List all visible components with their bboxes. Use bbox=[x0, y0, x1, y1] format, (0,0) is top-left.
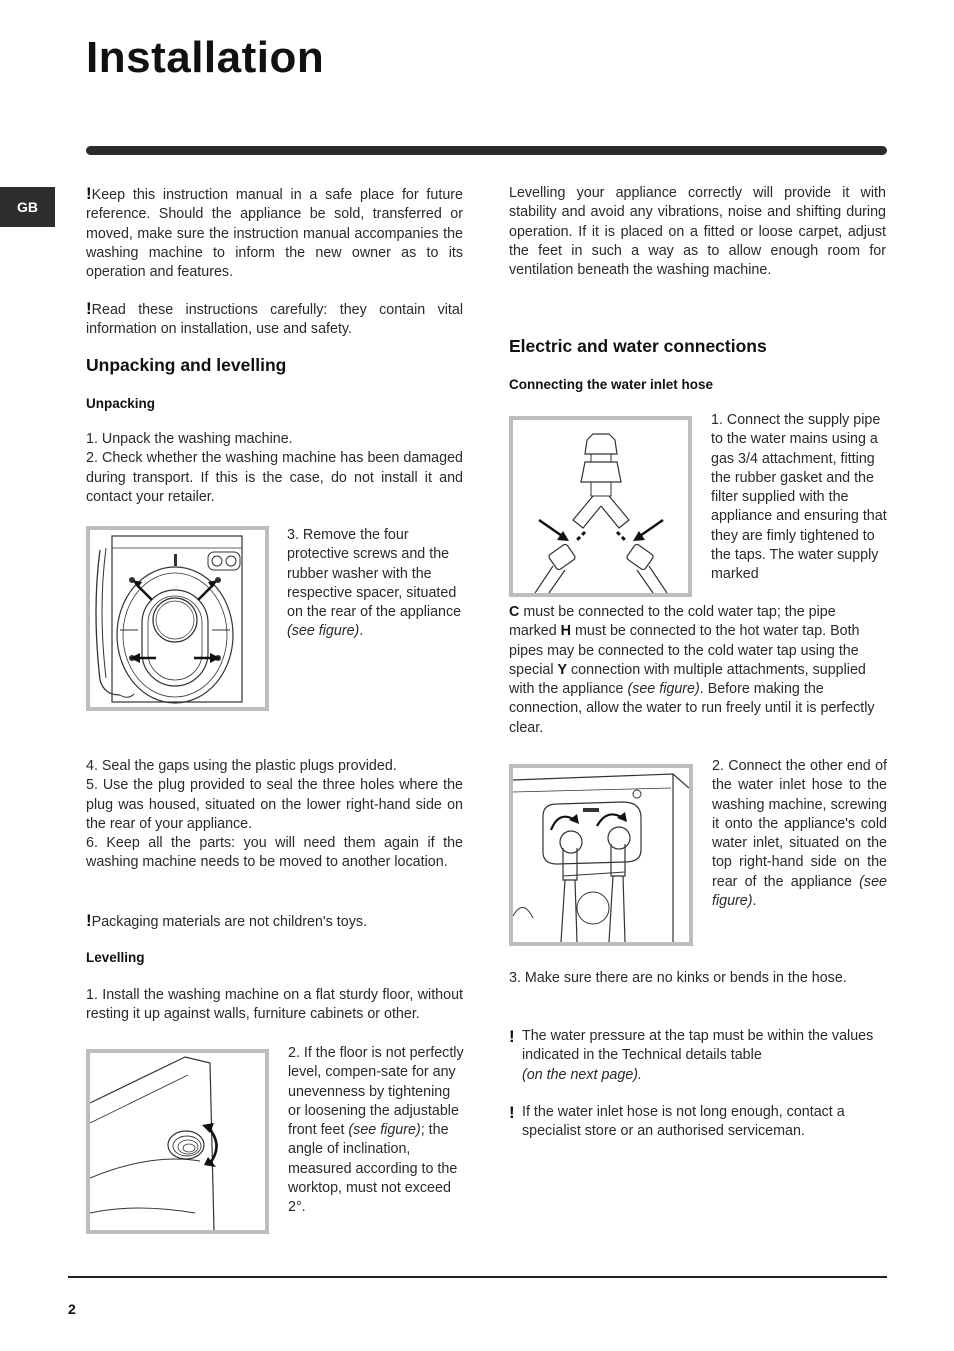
machine-inlet-illustration bbox=[513, 768, 689, 942]
warning-icon: ! bbox=[86, 184, 92, 203]
subheading-water-inlet: Connecting the water inlet hose bbox=[509, 377, 714, 392]
page-title: Installation bbox=[86, 33, 325, 82]
note-text: Keep this instruction manual in a safe place for future reference. Should the appliance be sold, transferred or moved, make sure the instruction manual accompanies the washing machine to inform the new owner as to its operation and features. bbox=[86, 187, 463, 281]
language-tab: GB bbox=[0, 187, 55, 227]
step-5: 5. Use the plug provided to seal the three holes where the plug was housed, situated on the lower right-hand side on the rear of your appliance. bbox=[86, 777, 463, 832]
subheading-unpacking: Unpacking bbox=[86, 396, 156, 411]
adjustable-foot-figure bbox=[86, 1049, 269, 1234]
safety-note bbox=[86, 299, 463, 340]
levelling-explanation: Levelling your appliance correctly will provide it with stability and avoid any vibrations, noise and shifting during operation. If it is placed on a fitted or loose carpet, adjust the feet in such a way as to allow enough room for ventilation beneath the washing machine. bbox=[509, 185, 886, 279]
warning-icon: ! bbox=[86, 911, 92, 930]
see-figure-ref: (see figure) bbox=[348, 1122, 421, 1139]
step-6: 6. Keep all the parts: you will need them again if the washing machine needs to be moved to another location. bbox=[86, 835, 463, 871]
packaging-note: !Packaging materials are not children's toys. bbox=[86, 911, 367, 930]
machine-inlet-figure bbox=[509, 764, 693, 946]
connection-step-1-continued: C must be connected to the cold water tap; the pipe marked H must be connected to the hot water tap. Both pipes may be connected to the cold water tap using the special Y connection with multiple attachments, supplied with the appliance (see figure). Before making the connection, allow the water to run freely until it is perfectly clear. bbox=[509, 604, 875, 736]
warning-icon: ! bbox=[509, 1103, 515, 1122]
intro-note bbox=[86, 184, 463, 282]
footer-rule bbox=[68, 1276, 887, 1278]
cold-water-marker: C bbox=[509, 604, 520, 620]
unpacking-steps-1-2 bbox=[86, 430, 463, 507]
levelling-step-2: 2. If the floor is not perfectly level, compen-sate for any unevenness by tightening or loosening the adjustable front feet (see figure); the angle of inclination, measured according to the worktop, must not exceed 2°. bbox=[288, 1045, 464, 1216]
step-1: 1. Unpack the washing machine. bbox=[86, 431, 293, 447]
hot-water-marker: H bbox=[560, 623, 571, 640]
header-rule bbox=[86, 146, 887, 155]
section-heading-connections: Electric and water connections bbox=[509, 336, 767, 356]
next-page-ref: (on the next page). bbox=[522, 1066, 643, 1083]
connection-step-3: 3. Make sure there are no kinks or bends in the hose. bbox=[509, 970, 847, 986]
step-4: 4. Seal the gaps using the plastic plugs provided. bbox=[86, 758, 397, 774]
connection-step-2: 2. Connect the other end of the water inlet hose to the washing machine, screwing it onto the appliance's cold water inlet, situated on the top right-hand side on the rear of the appliance (see figure). bbox=[712, 758, 887, 910]
rear-screws-figure bbox=[86, 526, 269, 711]
washing-machine-rear-illustration bbox=[90, 530, 265, 707]
see-figure-ref: (see figure) bbox=[287, 623, 360, 640]
pressure-note: ! The water pressure at the tap must be within the values indicated in the Technical details table (on the next page). bbox=[509, 1027, 886, 1085]
see-figure-ref: (see figure) bbox=[712, 873, 887, 910]
y-connector-illustration bbox=[513, 420, 688, 593]
unpacking-steps-4-6 bbox=[86, 757, 463, 873]
unpacking-step-3: 3. Remove the four protective screws and the rubber washer with the respective spacer, situated on the rear of the appliance (see figure). bbox=[287, 527, 462, 640]
hose-length-note: ! If the water inlet hose is not long enough, contact a specialist store or an authorised serviceman. bbox=[509, 1103, 886, 1142]
y-connection-marker: Y bbox=[557, 661, 568, 678]
page-number: 2 bbox=[68, 1301, 76, 1317]
warning-icon: ! bbox=[86, 299, 92, 318]
note-text: Read these instructions carefully: they contain vital information on installation, use and safety. bbox=[86, 302, 463, 338]
adjustable-foot-illustration bbox=[90, 1053, 265, 1230]
y-connector-figure bbox=[509, 416, 692, 597]
subheading-levelling: Levelling bbox=[86, 950, 145, 965]
warning-icon: ! bbox=[509, 1027, 515, 1046]
levelling-step-1: 1. Install the washing machine on a flat sturdy floor, without resting it up against walls, furniture cabinets or other. bbox=[86, 987, 463, 1023]
connection-step-1-side: 1. Connect the supply pipe to the water mains using a gas 3/4 attachment, fitting the rubber gasket and the filter supplied with the appliance and ensuring that they are fimly tightened to the taps. The water supply marked bbox=[711, 412, 887, 583]
see-figure-ref: (see figure) bbox=[627, 681, 700, 698]
step-2: 2. Check whether the washing machine has been damaged during transport. If this is the case, do not install it and contact your retailer. bbox=[86, 450, 463, 505]
section-heading-unpacking: Unpacking and levelling bbox=[86, 355, 287, 375]
